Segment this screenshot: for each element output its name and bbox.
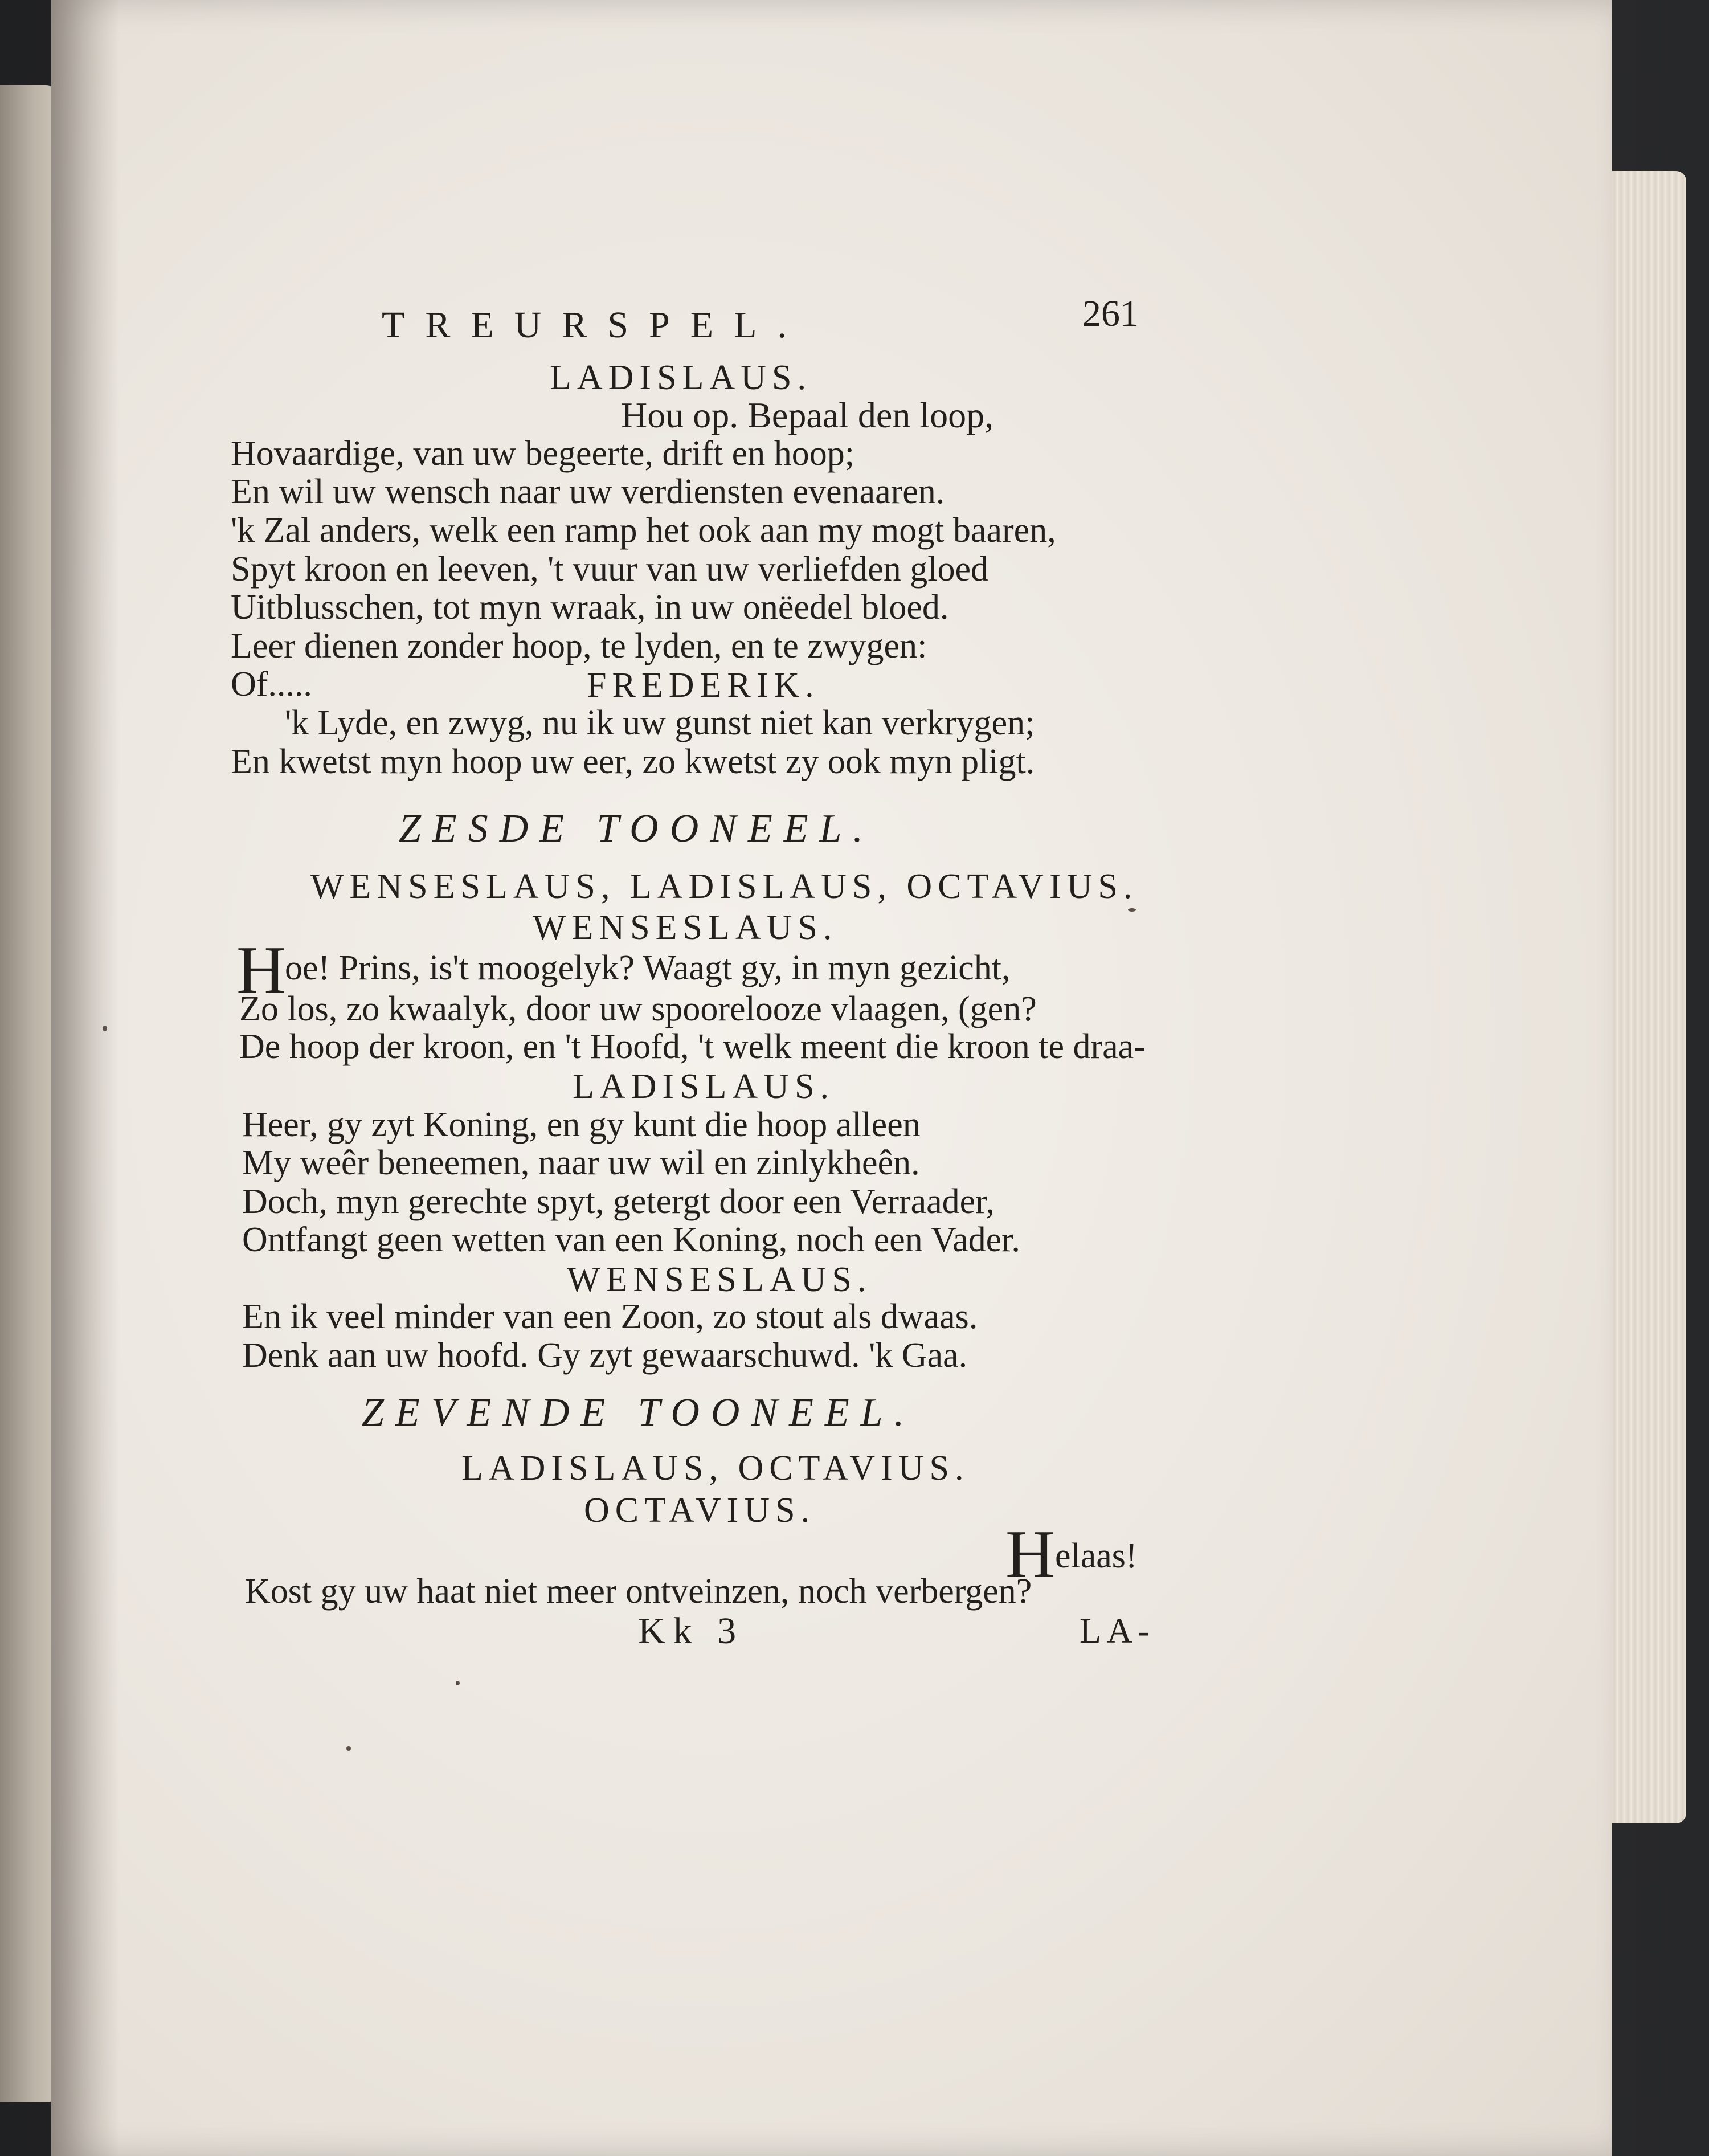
verse-line: Heer, gy zyt Koning, en gy kunt die hoop alleen xyxy=(242,1105,921,1144)
drop-capital: H xyxy=(1005,1516,1055,1592)
verse-line: elaas! xyxy=(1055,1537,1138,1575)
verse-line: oe! Prins, is't moogelyk? Waagt gy, in myn gezicht, xyxy=(285,949,1011,987)
ink-speck xyxy=(456,1681,460,1685)
verse-line: De hoop der kroon, en 't Hoofd, 't welk meent die kroon te draa- xyxy=(239,1027,1146,1066)
verse-line: 'k Zal anders, welk een ramp het ook aan my mogt baaren, xyxy=(231,511,1056,550)
running-title: TREURSPEL. xyxy=(382,304,807,346)
speaker-name: LADISLAUS. xyxy=(550,358,812,397)
ink-speck xyxy=(346,1746,351,1751)
verse-line: Spyt kroon en leeven, 't vuur van uw verliefden gloed xyxy=(231,550,989,589)
verse-line: Uitblusschen, tot myn wraak, in uw onëedel bloed. xyxy=(231,588,949,627)
verse-line: Denk aan uw hoofd. Gy zyt gewaarschuwd. 'k Gaa. xyxy=(242,1336,968,1375)
cast-list: WENSESLAUS, LADISLAUS, OCTAVIUS. xyxy=(310,867,1138,906)
verse-line: My weêr beneemen, naar uw wil en zinlykheên. xyxy=(242,1144,920,1182)
page-number: 261 xyxy=(1082,293,1139,334)
verse-line: En ik veel minder van een Zoon, zo stout als dwaas. xyxy=(242,1297,978,1336)
verse-line: En wil uw wensch naar uw verdiensten evenaaren. xyxy=(231,472,945,511)
verse-line: Zo los, zo kwaalyk, door uw spoorelooze vlaagen, (gen? xyxy=(239,990,1037,1028)
verse-line: Of..... xyxy=(231,665,312,704)
verse-line: Hou op. Bepaal den loop, xyxy=(621,395,994,435)
speaker-name: OCTAVIUS. xyxy=(584,1491,815,1530)
speaker-name: LADISLAUS. xyxy=(573,1067,835,1106)
verse-line: Hovaardige, van uw begeerte, drift en hoop; xyxy=(231,434,854,473)
scene-heading: ZESDE TOONEEL. xyxy=(399,807,874,851)
speaker-name: WENSESLAUS. xyxy=(533,908,838,947)
verse-line: Kost gy uw haat niet meer ontveinzen, noch verbergen? xyxy=(245,1572,1032,1611)
verse-line: Ontfangt geen wetten van een Koning, noch een Vader. xyxy=(242,1220,1020,1259)
verse-line: En kwetst myn hoop uw eer, zo kwetst zy ook myn pligt. xyxy=(231,742,1035,781)
ink-speck xyxy=(1128,908,1136,912)
verse-line: Leer dienen zonder hoop, te lyden, en te zwygen: xyxy=(231,627,927,665)
drop-capital: H xyxy=(236,932,286,1008)
verse-line: Doch, myn gerechte spyt, getergt door een Verraader, xyxy=(242,1182,995,1221)
catchword: LA- xyxy=(1080,1612,1156,1651)
speaker-name: FREDERIK. xyxy=(587,666,820,705)
signature-mark: Kk 3 xyxy=(638,1610,745,1652)
speaker-name: WENSESLAUS. xyxy=(567,1260,872,1299)
verse-line: 'k Lyde, en zwyg, nu ik uw gunst niet kan verkrygen; xyxy=(285,704,1035,742)
cast-list: LADISLAUS, OCTAVIUS. xyxy=(461,1449,970,1488)
scene-heading: ZEVENDE TOONEEL. xyxy=(362,1391,916,1435)
ink-speck xyxy=(103,1026,107,1031)
